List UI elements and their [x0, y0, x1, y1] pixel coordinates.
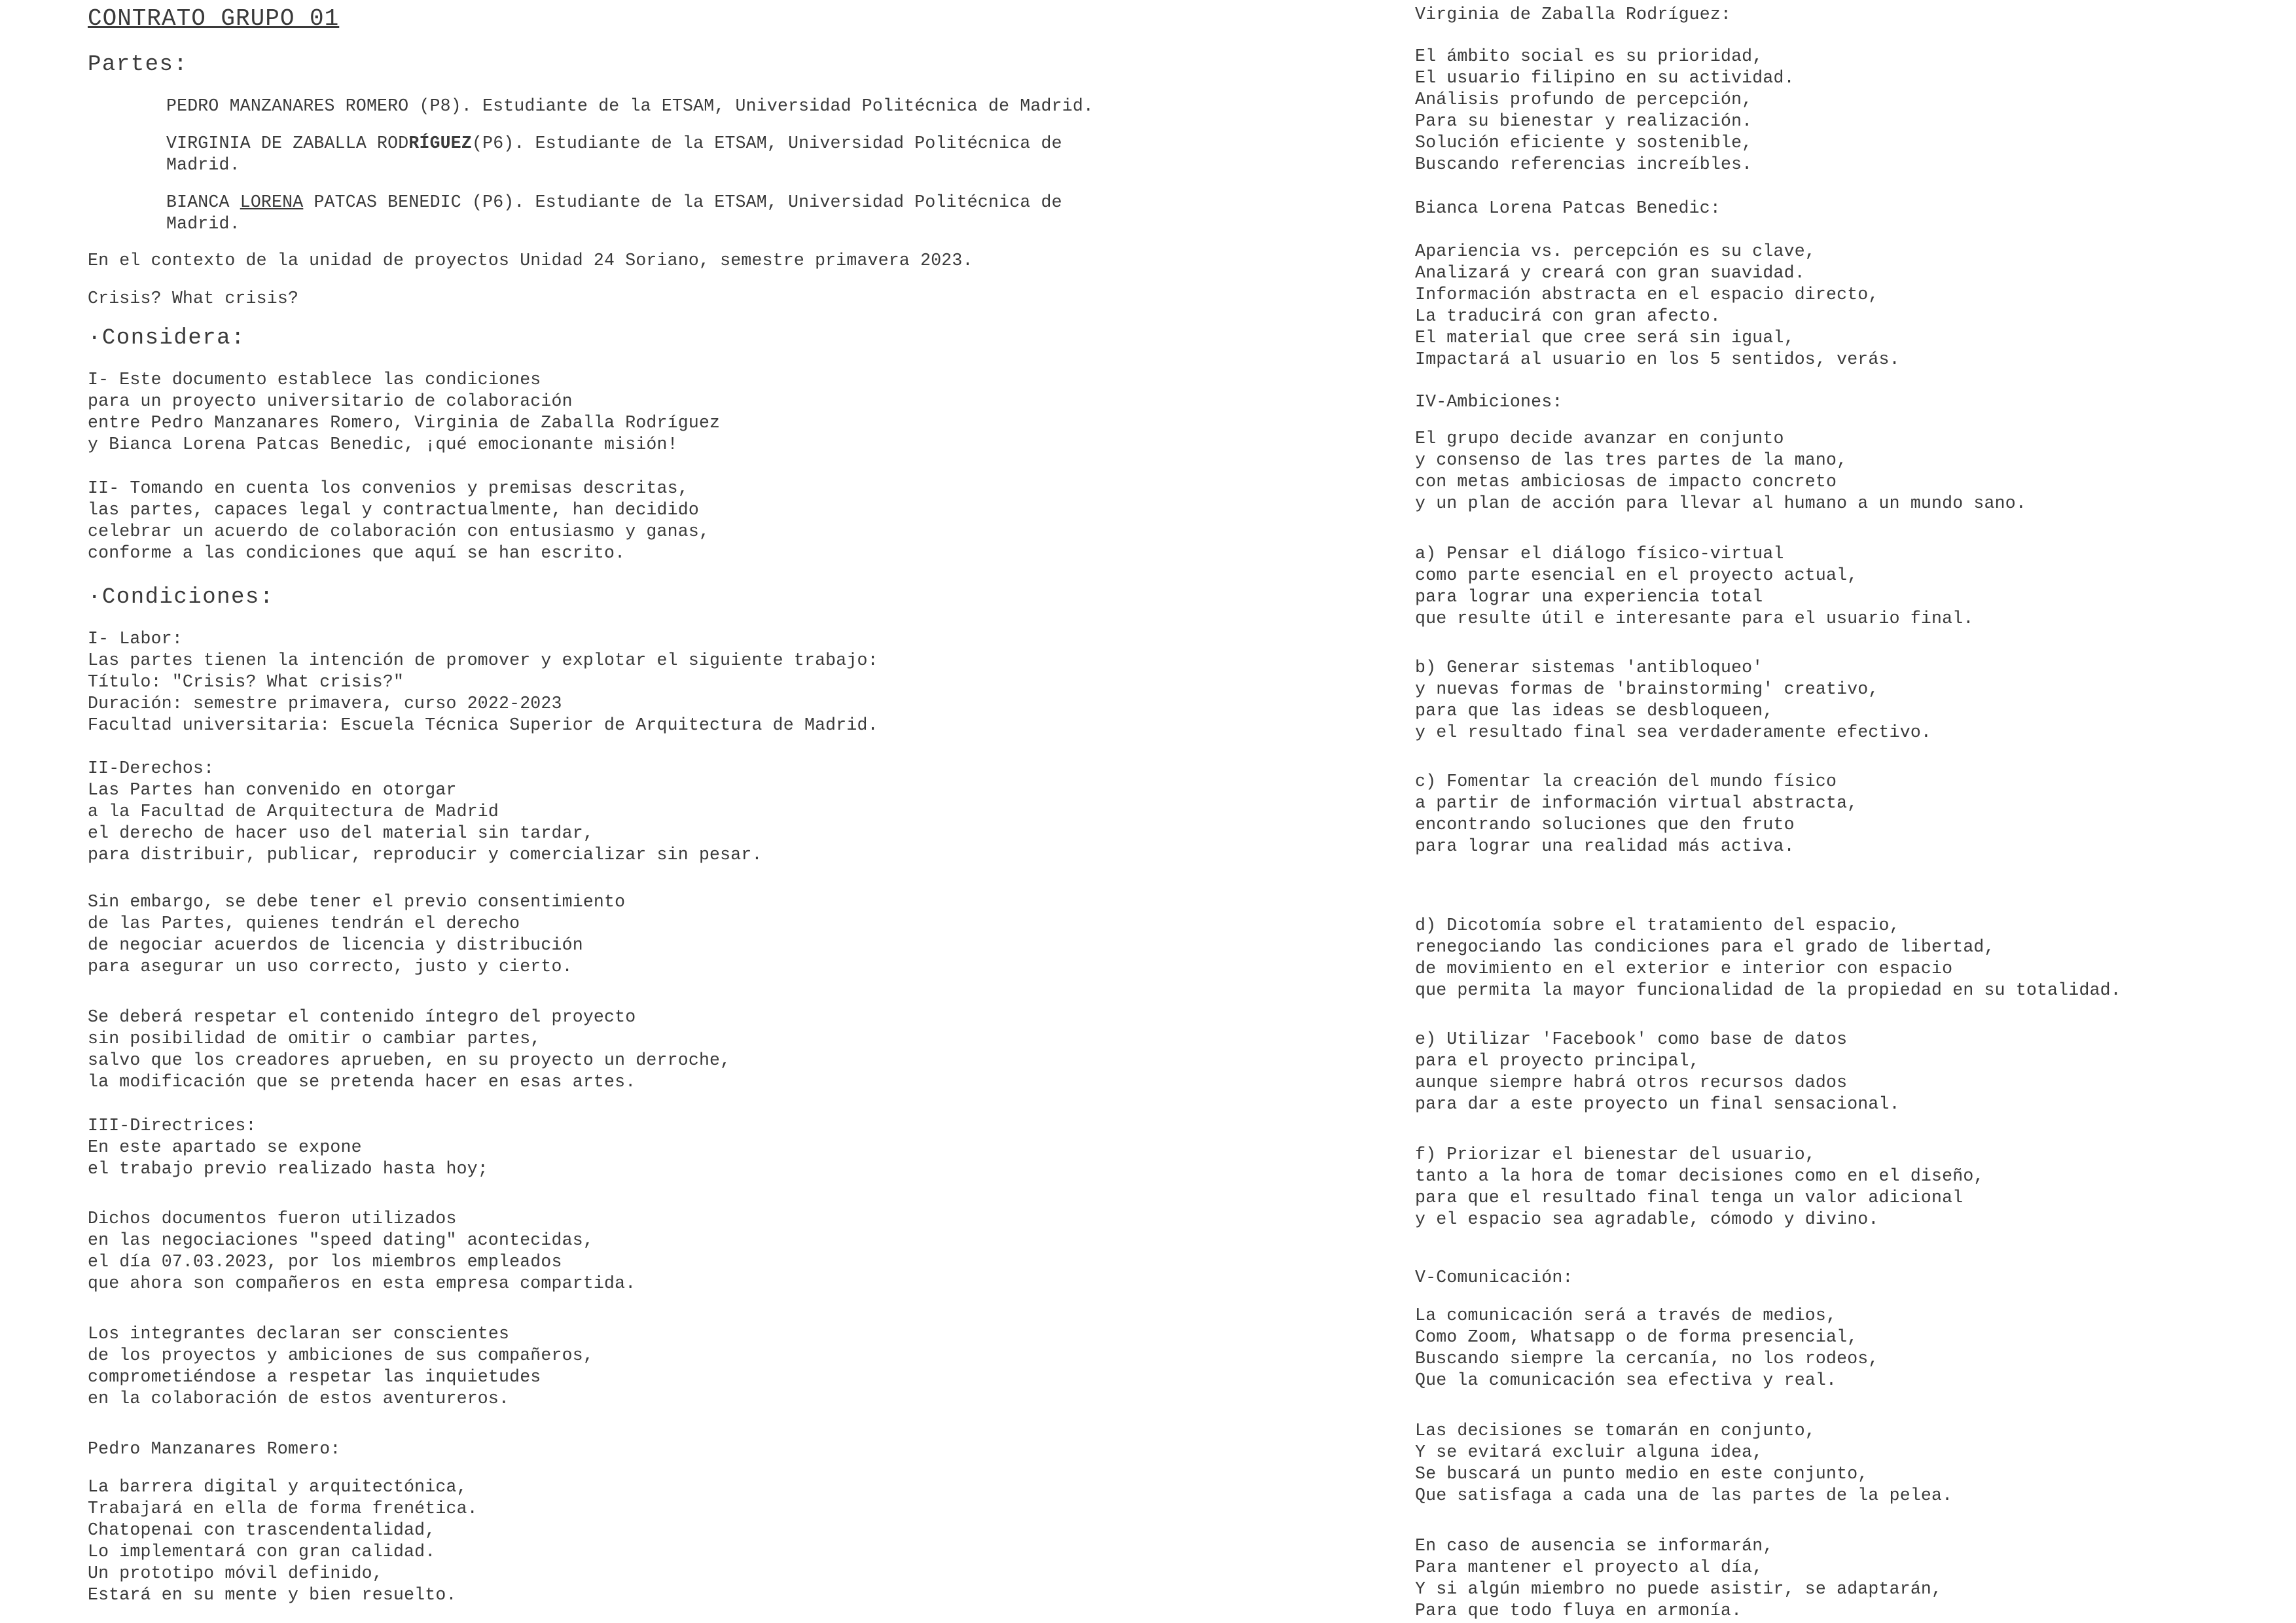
comunicacion-heading: V-Comunicación: — [1415, 1268, 1573, 1287]
party-3-text-b: LORENA — [240, 192, 304, 212]
party-1-text: PEDRO MANZANARES ROMERO (P8). Estudiante de la ETSAM, Universidad Politécnica de Madrid. — [166, 96, 1094, 116]
party-2-text-a: VIRGINIA DE ZABALLA ROD — [166, 134, 409, 153]
context-line: En el contexto de la unidad de proyectos Unidad 24 Soriano, semestre primavera 2023. — [88, 251, 973, 270]
pedro-heading: Pedro Manzanares Romero: — [88, 1439, 341, 1459]
ambicion-d: d) Dicotomía sobre el tratamiento del espacio, renegociando las condiciones para el grado de libertad, de movimiento en el exterior e interior con espacio que permita la mayor funcionalidad de la propiedad en su totalidad. — [1415, 916, 2121, 1000]
crisis-line: Crisis? What crisis? — [88, 289, 299, 308]
ambicion-f: f) Priorizar el bienestar del usuario, tanto a la hora de tomar decisiones como en el diseño, para que el resultado final tenga un valor adicional y el espacio sea agradable, cómodo y divino. — [1415, 1145, 1984, 1229]
pedro-block: La barrera digital y arquitectónica, Trabajará en ella de forma frenética. Chatopenai con trascendentalidad, Lo implementará con gran calidad. Un prototipo móvil definido, Estará en su mente y bien resuelto. — [88, 1477, 478, 1605]
documentos-block: Dichos documentos fueron utilizados en las negociaciones "speed dating" acontecidas, el día 07.03.2023, por los miembros empleados que ahora son compañeros en esta empresa compartida. — [88, 1209, 636, 1293]
comunicacion-block-1: La comunicación será a través de medios, Como Zoom, Whatsapp o de forma presencial, Buscando siempre la cercanía, no los rodeos, Que la comunicación sea efectiva y real. — [1415, 1306, 1879, 1390]
document-title: CONTRATO GRUPO 01 — [88, 5, 340, 32]
virginia-block: El ámbito social es su prioridad, El usuario filipino en su actividad. Análisis profundo de percepción, Para su bienestar y realización. Solución eficiente y sostenible, Buscando referencias increíbles. — [1415, 46, 1795, 174]
comunicacion-block-2: Las decisiones se tomarán en conjunto, Y se evitará excluir alguna idea, Se buscará un punto medio en este conjunto, Que satisfaga a cada una de las partes de la pelea. — [1415, 1421, 1953, 1505]
comunicacion-block-3: En caso de ausencia se informarán, Para mantener el proyecto al día, Y si algún miembro no puede asistir, se adaptarán, Para que todo fluya en armonía. — [1415, 1536, 1943, 1620]
party-1 — [88, 96, 1094, 117]
integrantes-block: Los integrantes declaran ser conscientes de los proyectos y ambiciones de sus compañeros, comprometiéndose a respetar las inquietudes en la colaboración de estos aventureros. — [88, 1324, 594, 1408]
derechos-block: II-Derechos: Las Partes han convenido en otorgar a la Facultad de Arquitectura de Madrid el derecho de hacer uso del material sin tardar, para distribuir, publicar, reproducir y comercializar sin pesar. — [88, 758, 762, 865]
party-2 — [88, 133, 1062, 176]
party-3-text-a: BIANCA — [166, 192, 240, 212]
ambicion-e: e) Utilizar 'Facebook' como base de datos para el proyecto principal, aunque siempre habrá otros recursos dados para dar a este proyecto un final sensacional. — [1415, 1029, 1900, 1114]
considera-2: II- Tomando en cuenta los convenios y premisas descritas, las partes, capaces legal y contractualmente, han decidido celebrar un acuerdo de colaboración con entusiasmo y ganas, conforme a las condiciones que aquí se han escrito. — [88, 478, 710, 563]
bianca-block: Apariencia vs. percepción es su clave, Analizará y creará con gran suavidad. Información abstracta en el espacio directo, La traducirá con gran afecto. El material que cree será sin igual, Impactará al usuario en los 5 sentidos, verás. — [1415, 241, 1900, 369]
party-3-text-c: PATCAS BENEDIC (P6). Estudiante de la ETSAM, Universidad Politécnica de Madrid. — [166, 192, 1062, 234]
ambiciones-heading: IV-Ambiciones: — [1415, 392, 1563, 412]
virginia-heading: Virginia de Zaballa Rodríguez: — [1415, 5, 1732, 24]
ambicion-c: c) Fomentar la creación del mundo físico a partir de información virtual abstracta, encontrando soluciones que den fruto para lograr una realidad más activa. — [1415, 772, 1858, 856]
party-3 — [88, 192, 1062, 235]
condiciones-heading: ·Condiciones: — [88, 585, 274, 610]
considera-1: I- Este documento establece las condiciones para un proyecto universitario de colaboración entre Pedro Manzanares Romero, Virginia de Zaballa Rodríguez y Bianca Lorena Patcas Benedic, ¡qué emocionante misión! — [88, 370, 721, 454]
labor-block: I- Labor: Las partes tienen la intención de promover y explotar el siguiente trabajo: Título: "Crisis? What crisis?" Duración: semestre primavera, curso 2022-2023 Facultad universitaria: Escuela Técnica Superior de Arquitectura de Madrid. — [88, 629, 878, 735]
considera-heading: ·Considera: — [88, 326, 245, 351]
partes-heading: Partes: — [88, 52, 188, 77]
bianca-heading: Bianca Lorena Patcas Benedic: — [1415, 198, 1721, 218]
consentimiento-block: Sin embargo, se debe tener el previo consentimiento de las Partes, quienes tendrán el derecho de negociar acuerdos de licencia y distribución para asegurar un uso correcto, justo y cierto. — [88, 892, 626, 976]
party-2-text-b: RÍGUEZ — [408, 134, 472, 153]
ambiciones-intro: El grupo decide avanzar en conjunto y consenso de las tres partes de la mano, con metas ambiciosas de impacto concreto y un plan de acción para llevar al humano a un mundo sano. — [1415, 429, 2026, 513]
ambicion-b: b) Generar sistemas 'antibloqueo' y nuevas formas de 'brainstorming' creativo, para que las ideas se desbloqueen, y el resultado final sea verdaderamente efectivo. — [1415, 658, 1932, 742]
party-2-text-c: (P6). Estudiante de la ETSAM, Universidad Politécnica de Madrid. — [166, 134, 1062, 175]
contenido-block: Se deberá respetar el contenido íntegro del proyecto sin posibilidad de omitir o cambiar partes, salvo que los creadores aprueben, en su proyecto un derroche, la modificación que se pretenda hacer en esas artes. — [88, 1007, 731, 1092]
ambicion-a: a) Pensar el diálogo físico-virtual como parte esencial en el proyecto actual, para lograr una experiencia total que resulte útil e interesante para el usuario final. — [1415, 544, 1974, 628]
directrices-block: III-Directrices: En este apartado se expone el trabajo previo realizado hasta hoy; — [88, 1116, 488, 1179]
